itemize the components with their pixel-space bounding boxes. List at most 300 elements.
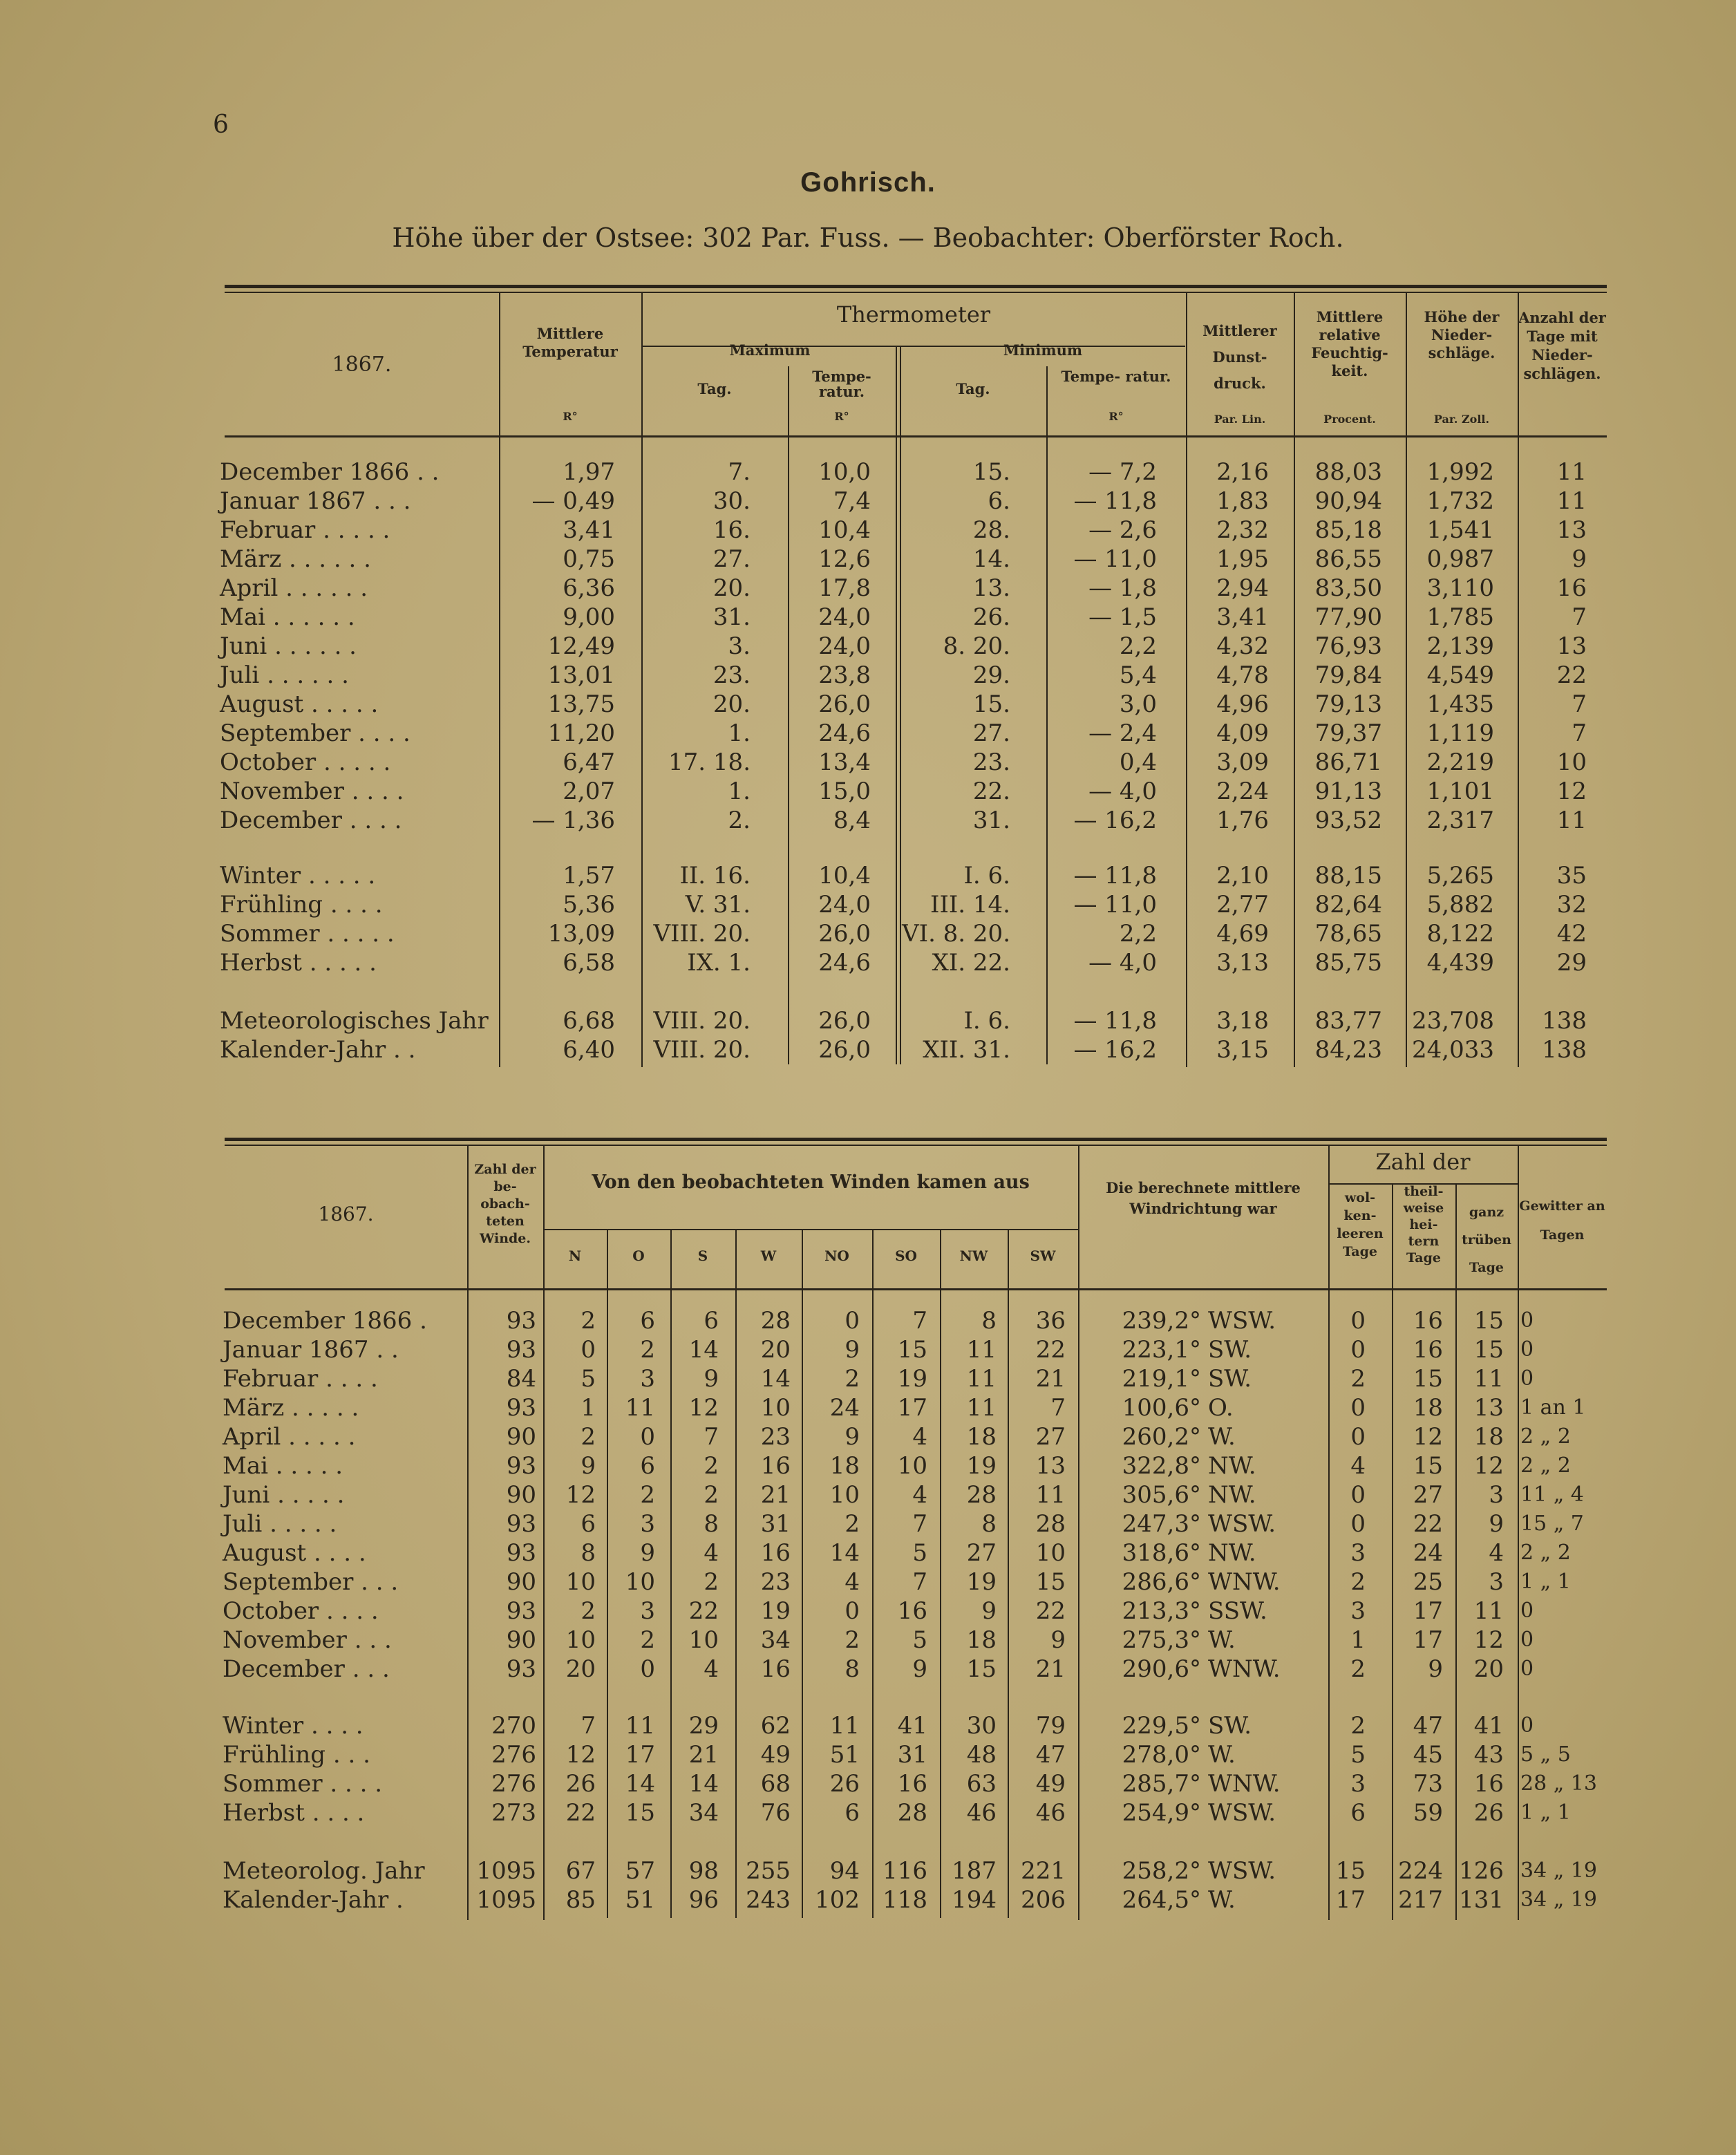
table-cell: I. 6. — [963, 862, 1010, 890]
table-cell: — 2,6 — [1088, 516, 1157, 544]
table-cell: 21 — [760, 1481, 791, 1509]
header-zahl-der: Zahl der — [1375, 1149, 1471, 1175]
table-cell: 243 — [746, 1886, 791, 1914]
header-max-temp-unit: R° — [834, 410, 849, 423]
table-cell: 0 — [845, 1597, 860, 1625]
table-cell: 2 — [845, 1510, 860, 1538]
table-cell: 9 — [845, 1336, 860, 1364]
row-label: Frühling . . . . — [220, 891, 383, 919]
row-label: Juni . . . . . — [223, 1481, 345, 1509]
table-cell: 29. — [972, 661, 1010, 689]
header-wind-count: Zahl der be- obach- teten Winde. — [474, 1162, 536, 1246]
header-mean-temp: Mittlere Temperatur — [522, 325, 618, 360]
row-label: October . . . . . — [220, 749, 391, 776]
table-cell: 0 — [581, 1336, 596, 1364]
table-cell: 32 — [1556, 891, 1587, 919]
header-precip: Höhe der Nieder- schläge. — [1424, 308, 1500, 361]
table-cell: 9 — [1489, 1510, 1504, 1538]
table-cell: 3,41 — [563, 516, 615, 544]
table-cell: 11 — [625, 1712, 655, 1740]
table-cell: 219,1° — [1122, 1365, 1201, 1393]
table-cell: 93 — [506, 1394, 536, 1422]
table-cell: 17 — [1413, 1626, 1443, 1654]
table-cell: 93 — [506, 1510, 536, 1538]
table-cell: V. 31. — [685, 891, 751, 919]
table-cell: 0,4 — [1119, 749, 1157, 776]
table-cell: 9 — [912, 1655, 927, 1683]
table-cell: 10 — [625, 1568, 655, 1596]
table-cell: 6. — [988, 487, 1010, 515]
table-cell: — 2,4 — [1088, 719, 1157, 747]
table-cell: 16 — [897, 1597, 927, 1625]
table-cell: 34 „ 19 — [1520, 1888, 1597, 1912]
table-cell: VIII. 20. — [653, 1007, 751, 1035]
table-cell: 2,32 — [1216, 516, 1269, 544]
table-cell: 2 — [704, 1452, 719, 1480]
table-cell: 8 — [581, 1539, 596, 1567]
wind-direction-header: O — [632, 1248, 645, 1264]
header-vapour: Mittlerer Dunst- druck. — [1202, 322, 1277, 392]
table-cell: 79,84 — [1314, 661, 1382, 689]
table-cell: 13 — [1556, 632, 1587, 660]
table-cell: 2,219 — [1426, 749, 1494, 776]
table-cell: 12,49 — [547, 632, 615, 660]
table-cell: 4 — [1489, 1539, 1504, 1567]
table-cell: 31 — [760, 1510, 791, 1538]
table-cell: NW. — [1208, 1481, 1256, 1509]
table-cell: 131 — [1459, 1886, 1504, 1914]
table-cell: 9 — [704, 1365, 719, 1393]
row-label: November . . . . — [220, 778, 404, 805]
table-cell: 1,785 — [1426, 603, 1494, 631]
table-cell: 8. 20. — [943, 632, 1010, 660]
table-cell: 31. — [713, 603, 751, 631]
table-cell: 10 — [1556, 749, 1587, 776]
table-cell: VI. 8. 20. — [902, 920, 1010, 948]
table-cell: 13 — [1035, 1452, 1066, 1480]
table-cell: 51 — [829, 1741, 860, 1769]
table-cell: 14 — [688, 1336, 719, 1364]
table-cell: 17. 18. — [668, 749, 751, 776]
table-cell: 84,23 — [1314, 1036, 1382, 1064]
table-cell: 16. — [713, 516, 751, 544]
table-cell: 126 — [1459, 1857, 1504, 1885]
header-min-tag: Tag. — [956, 380, 990, 397]
table-cell: 16 — [1473, 1770, 1504, 1798]
table-cell: 48 — [966, 1741, 997, 1769]
row-label: Januar 1867 . . — [223, 1336, 399, 1364]
row-label: Sommer . . . . — [223, 1770, 383, 1798]
table-cell: 4 — [1350, 1452, 1366, 1480]
table-cell: 2 — [581, 1597, 596, 1625]
table-cell: 276 — [491, 1741, 536, 1769]
row-label: September . . . — [223, 1568, 399, 1596]
row-label: Meteorolog. Jahr — [223, 1857, 425, 1885]
table-cell: 11 — [966, 1394, 997, 1422]
table-cell: 28 — [1035, 1510, 1066, 1538]
table-cell: 26,0 — [818, 690, 871, 718]
table-cell: 29 — [1556, 949, 1587, 977]
table-cell: 19 — [966, 1452, 997, 1480]
table-cell: 270 — [491, 1712, 536, 1740]
table-cell: 13 — [1473, 1394, 1504, 1422]
header-maximum: Maximum — [729, 341, 811, 359]
table-cell: 11 — [966, 1365, 997, 1393]
table-cell: 26,0 — [818, 1036, 871, 1064]
table-cell: 62 — [760, 1712, 791, 1740]
table-cell: 29 — [688, 1712, 719, 1740]
table-cell: 11,20 — [547, 719, 615, 747]
table2-top-rule-thin — [225, 1145, 1607, 1146]
table-cell: 102 — [815, 1886, 860, 1914]
table-cell: 2 „ 2 — [1520, 1453, 1571, 1478]
table-cell: 20. — [713, 690, 751, 718]
table-cell: SW. — [1208, 1365, 1252, 1393]
table-cell: 2,77 — [1216, 891, 1269, 919]
table-cell: 217 — [1398, 1886, 1443, 1914]
table-cell: 1. — [728, 778, 751, 805]
table-cell: 194 — [952, 1886, 997, 1914]
table-cell: 1. — [728, 719, 751, 747]
table-cell: 27 — [1413, 1481, 1443, 1509]
table-cell: — 0,49 — [531, 487, 615, 515]
row-label: Mai . . . . . — [223, 1452, 343, 1480]
table-cell: 264,5° — [1122, 1886, 1201, 1914]
table-cell: VIII. 20. — [653, 1036, 751, 1064]
table-cell: 23,8 — [818, 661, 871, 689]
row-label: April . . . . . — [223, 1423, 356, 1451]
table-cell: — 16,2 — [1073, 1036, 1157, 1064]
table-cell: 5,265 — [1426, 862, 1494, 890]
table-cell: SSW. — [1208, 1597, 1267, 1625]
table-cell: 318,6° — [1122, 1539, 1201, 1567]
table-cell: 2 — [845, 1626, 860, 1654]
table-cell: 8,122 — [1426, 920, 1494, 948]
table-cell: 24,033 — [1412, 1036, 1494, 1064]
table-cell: 27. — [972, 719, 1010, 747]
table-cell: 258,2° — [1122, 1857, 1201, 1885]
table-cell: 12 — [1556, 778, 1587, 805]
table-cell: 90 — [506, 1626, 536, 1654]
table-cell: 85 — [565, 1886, 596, 1914]
header-humidity: Mittlere relative Feuchtig- keit. — [1311, 308, 1388, 379]
table-cell: 1 — [581, 1394, 596, 1422]
table-cell: 1 „ 1 — [1520, 1800, 1571, 1825]
table-cell: — 1,5 — [1088, 603, 1157, 631]
table-cell: 9 — [1428, 1655, 1443, 1683]
table-cell: 0 — [1520, 1366, 1534, 1391]
row-label: August . . . . . — [220, 690, 379, 718]
row-label: Februar . . . . . — [220, 516, 390, 544]
table-cell: 11 — [1556, 458, 1587, 486]
table-cell: 10 — [829, 1481, 860, 1509]
table-cell: WSW. — [1208, 1857, 1276, 1885]
table-cell: 11 — [1556, 487, 1587, 515]
table-cell: 93 — [506, 1597, 536, 1625]
table-cell: 12 — [565, 1481, 596, 1509]
table-cell: 12 — [1473, 1452, 1504, 1480]
table-cell: 0 — [640, 1423, 655, 1451]
table-cell: 3 — [1350, 1770, 1366, 1798]
table-cell: 3 — [1489, 1481, 1504, 1509]
table-cell: II. 16. — [679, 862, 751, 890]
table-cell: 2 — [704, 1481, 719, 1509]
table-cell: 2,2 — [1119, 920, 1157, 948]
table-cell: 96 — [688, 1886, 719, 1914]
table-cell: 93 — [506, 1307, 536, 1335]
table-cell: 34 — [688, 1799, 719, 1827]
table-cell: 260,2° — [1122, 1423, 1201, 1451]
table-cell: 28 — [966, 1481, 997, 1509]
table-cell: 83,77 — [1314, 1007, 1382, 1035]
table-cell: 21 — [688, 1741, 719, 1769]
table-cell: VIII. 20. — [653, 920, 751, 948]
table-cell: 26,0 — [818, 1007, 871, 1035]
table-cell: 4 — [912, 1423, 927, 1451]
table-cell: 11 — [966, 1336, 997, 1364]
table-cell: 46 — [966, 1799, 997, 1827]
table2-vline — [1078, 1146, 1079, 1920]
table-cell: 2 — [1350, 1568, 1366, 1596]
table-cell: 4 — [912, 1481, 927, 1509]
table-cell: 18 — [1413, 1394, 1443, 1422]
table-cell: 15. — [972, 690, 1010, 718]
table-cell: WSW. — [1208, 1799, 1276, 1827]
table-cell: 273 — [491, 1799, 536, 1827]
table-cell: 11 — [625, 1394, 655, 1422]
table-cell: IX. 1. — [687, 949, 751, 977]
table-cell: 138 — [1542, 1036, 1587, 1064]
table-cell: 73 — [1413, 1770, 1443, 1798]
table-cell: 84 — [506, 1365, 536, 1393]
table-cell: 17 — [625, 1741, 655, 1769]
table-cell: 12 — [1473, 1626, 1504, 1654]
table-cell: 290,6° — [1122, 1655, 1201, 1683]
row-label: Mai . . . . . . — [220, 603, 355, 631]
table-cell: 4 — [704, 1655, 719, 1683]
table-cell: — 4,0 — [1088, 949, 1157, 977]
table-cell: 82,64 — [1314, 891, 1382, 919]
row-label: Juni . . . . . . — [220, 632, 357, 660]
table-cell: 3,0 — [1119, 690, 1157, 718]
table-cell: 276 — [491, 1770, 536, 1798]
table-cell: 7 — [1572, 603, 1587, 631]
row-label: März . . . . . — [223, 1394, 359, 1422]
table-cell: 0 — [1520, 1337, 1534, 1362]
table-cell: 83,50 — [1314, 574, 1382, 602]
table-cell: — 4,0 — [1088, 778, 1157, 805]
header-overcast-days: ganz trüben Tage — [1462, 1205, 1511, 1275]
table-cell: 10,0 — [818, 458, 871, 486]
table-cell: 2 — [1350, 1712, 1366, 1740]
page-title: Gohrisch. — [800, 167, 936, 198]
table-cell: 7. — [728, 458, 751, 486]
table-cell: 7 — [912, 1568, 927, 1596]
table-cell: 94 — [829, 1857, 860, 1885]
table-cell: 93 — [506, 1336, 536, 1364]
table-cell: 2,16 — [1216, 458, 1269, 486]
table-cell: SW. — [1208, 1712, 1252, 1740]
header-precip-unit: Par. Zoll. — [1433, 413, 1490, 426]
table-cell: 6,40 — [563, 1036, 615, 1064]
row-label: December . . . — [223, 1655, 390, 1683]
table-cell: 6 — [640, 1307, 655, 1335]
table-cell: 16 — [1413, 1336, 1443, 1364]
table-cell: 11 „ 4 — [1520, 1483, 1584, 1507]
table1-year-label: 1867. — [332, 352, 392, 377]
table-cell: 286,6° — [1122, 1568, 1201, 1596]
row-label: Juli . . . . . . — [220, 661, 349, 689]
table-cell: 20 — [1473, 1655, 1504, 1683]
table-cell: 5 — [1350, 1741, 1366, 1769]
table-cell: 9 — [640, 1539, 655, 1567]
table-cell: 31 — [897, 1741, 927, 1769]
table2-year-label: 1867. — [318, 1203, 374, 1225]
table-cell: 34 — [760, 1626, 791, 1654]
table-cell: 2,94 — [1216, 574, 1269, 602]
table-cell: 14 — [688, 1770, 719, 1798]
table-cell: 5,4 — [1119, 661, 1157, 689]
table-cell: 7 — [1050, 1394, 1066, 1422]
table1-header-rule — [225, 435, 1607, 437]
wind-direction-header: S — [697, 1248, 708, 1264]
table-cell: 16 — [1556, 574, 1587, 602]
table-cell: 5,36 — [563, 891, 615, 919]
table-cell: 15 — [1413, 1365, 1443, 1393]
table-cell: 43 — [1473, 1741, 1504, 1769]
table-cell: 2 — [640, 1336, 655, 1364]
table-cell: 10,4 — [818, 862, 871, 890]
table2-vline — [1518, 1146, 1519, 1920]
table-cell: 17,8 — [818, 574, 871, 602]
header-humidity-unit: Procent. — [1323, 413, 1376, 426]
table-cell: 10 — [897, 1452, 927, 1480]
table-cell: 0 — [1350, 1394, 1366, 1422]
table-cell: 11 — [1556, 807, 1587, 834]
table-cell: 0 — [845, 1307, 860, 1335]
table-cell: 86,71 — [1314, 749, 1382, 776]
table-cell: 7,4 — [833, 487, 871, 515]
table-cell: 9 — [981, 1597, 997, 1625]
table-cell: 34 „ 19 — [1520, 1858, 1597, 1883]
table-cell: 88,03 — [1314, 458, 1382, 486]
table-cell: 3,41 — [1216, 603, 1269, 631]
table-cell: 22 — [1035, 1597, 1066, 1625]
table-cell: 1,76 — [1216, 807, 1269, 834]
table-cell: III. 14. — [930, 891, 1010, 919]
row-label: Herbst . . . . — [223, 1799, 365, 1827]
table-cell: NW. — [1208, 1452, 1256, 1480]
table-cell: 93 — [506, 1539, 536, 1567]
table1-top-rule-thin — [225, 292, 1607, 293]
table-cell: 223,1° — [1122, 1336, 1201, 1364]
table1-top-rule — [225, 285, 1607, 288]
table-cell: NW. — [1208, 1539, 1256, 1567]
table-cell: 51 — [625, 1886, 655, 1914]
row-label: Herbst . . . . . — [220, 949, 377, 977]
table-cell: 24,0 — [818, 632, 871, 660]
table-cell: 3,09 — [1216, 749, 1269, 776]
table-cell: 1,57 — [563, 862, 615, 890]
table-cell: 2 „ 2 — [1520, 1424, 1571, 1449]
table-cell: 1,101 — [1426, 778, 1494, 805]
table-cell: 76,93 — [1314, 632, 1382, 660]
table-cell: 18 — [1473, 1423, 1504, 1451]
table-cell: 4 — [845, 1568, 860, 1596]
table-cell: 17 — [1413, 1597, 1443, 1625]
table-cell: 8 — [981, 1510, 997, 1538]
table-cell: O. — [1208, 1394, 1234, 1422]
table-cell: 93,52 — [1314, 807, 1382, 834]
table-cell: 0 — [1350, 1423, 1366, 1451]
table-cell: 79,37 — [1314, 719, 1382, 747]
table-cell: 1 an 1 — [1520, 1395, 1586, 1420]
table-cell: 15,0 — [818, 778, 871, 805]
table-cell: 22 — [1035, 1336, 1066, 1364]
table2-top-rule — [225, 1138, 1607, 1141]
table-cell: 10 — [760, 1394, 791, 1422]
table-cell: — 11,8 — [1073, 487, 1157, 515]
table-cell: 6,58 — [563, 949, 615, 977]
table-cell: 239,2° — [1122, 1307, 1201, 1335]
table-cell: 28 — [897, 1799, 927, 1827]
table-cell: 6,36 — [563, 574, 615, 602]
table-cell: 2,24 — [1216, 778, 1269, 805]
table-cell: — 7,2 — [1088, 458, 1157, 486]
table-cell: 7 — [704, 1423, 719, 1451]
table-cell: 36 — [1035, 1307, 1066, 1335]
table-cell: 4,78 — [1216, 661, 1269, 689]
table-cell: 16 — [760, 1655, 791, 1683]
header-partly-days: theil- weise hei- tern Tage — [1403, 1184, 1444, 1265]
table-cell: 47 — [1035, 1741, 1066, 1769]
table-cell: 63 — [966, 1770, 997, 1798]
table-cell: 76 — [760, 1799, 791, 1827]
table-cell: 13,4 — [818, 749, 871, 776]
table-cell: 255 — [746, 1857, 791, 1885]
table-cell: 42 — [1556, 920, 1587, 948]
row-label: September . . . . — [220, 719, 411, 747]
table-cell: 0 — [1350, 1307, 1366, 1335]
table-cell: 26 — [565, 1770, 596, 1798]
table-cell: 11 — [1473, 1597, 1504, 1625]
table-cell: 3. — [728, 632, 751, 660]
table-cell: 24 — [829, 1394, 860, 1422]
table-cell: 27 — [1035, 1423, 1066, 1451]
table-cell: 3 — [1350, 1597, 1366, 1625]
row-label: Kalender-Jahr . — [223, 1886, 404, 1914]
table1-vline — [896, 346, 897, 1064]
table-cell: 118 — [883, 1886, 927, 1914]
table-cell: 15 — [966, 1655, 997, 1683]
table-cell: 2. — [728, 807, 751, 834]
header-vapour-unit: Par. Lin. — [1214, 413, 1266, 426]
header-thunder-days: Gewitter an Tagen — [1519, 1198, 1605, 1243]
wind-direction-header: SO — [895, 1248, 917, 1264]
table-cell: 93 — [506, 1655, 536, 1683]
table-cell: 11 — [1035, 1481, 1066, 1509]
table-cell: 247,3° — [1122, 1510, 1201, 1538]
table-cell: 138 — [1542, 1007, 1587, 1035]
row-label: December . . . . — [220, 807, 402, 834]
table-cell: 6 — [581, 1510, 596, 1538]
table-cell: W. — [1208, 1741, 1236, 1769]
table-cell: 0 — [1350, 1510, 1366, 1538]
table-cell: 1 „ 1 — [1520, 1570, 1571, 1594]
table-cell: 24,0 — [818, 891, 871, 919]
table-cell: 9 — [1572, 545, 1587, 573]
table-cell: 49 — [760, 1741, 791, 1769]
